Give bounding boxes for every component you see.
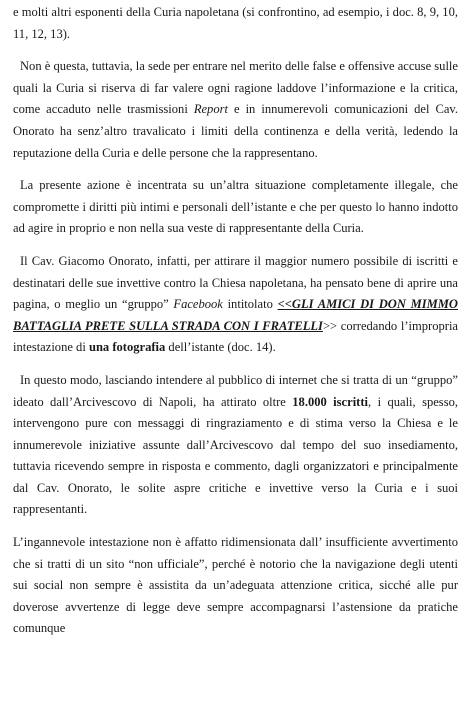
bold-text: 18.000 iscritti: [292, 394, 369, 409]
facebook-group-name: <<GLI AMICI DI DON MIMMO BATTAGLIA PRETE SULLA STRADA CON I FRATELLI: [13, 297, 458, 333]
paragraph-3: [13, 175, 458, 240]
italic-text: Facebook: [173, 297, 223, 312]
text-run: Il Cav. Giacomo Onorato, infatti, per attirare il maggior numero possibile di iscritti e destinatari delle sue invettive contro la Chiesa napoletana, ha pensato bene di aprire una pagina, o meglio un “gruppo”: [13, 253, 458, 312]
paragraph-2: [13, 56, 458, 164]
text-run: >> corredando l’impropria intestazione di: [13, 318, 459, 355]
text-run: In questo modo, lasciando intendere al pubblico di internet che si tratta di un “gruppo” ideato dall’Arcivescovo di Napoli, ha attirato oltre: [13, 372, 458, 409]
text-run: e in innumerevoli comunicazioni del Cav. Onorato ha senz’altro travalicato i limiti della continenza e della verità, ledendo la reputazione della Curia e delle persone che la rappresentano.: [13, 102, 458, 160]
text-run: intitolato: [222, 297, 278, 312]
bold-text: una fotografia: [88, 340, 166, 355]
italic-text: Report: [193, 102, 228, 117]
paragraph-6: [13, 532, 458, 640]
paragraph-4: [13, 251, 458, 359]
paragraph-5: [13, 370, 458, 521]
text-run: Non è questa, tuttavia, la sede per entrare nel merito delle false e offensive accuse sulle quali la Curia si riserva di far valere ogni ragione laddove l’informazione e la critica, come accaduto nelle trasmissioni: [13, 59, 458, 117]
text-run: , i quali, spesso, intervengono pure con messaggi di ringraziamento e di stima verso la Chiesa e le innumerevole iniziative assunte dall’Arcivescovo dal tempo del suo insediamento, tuttavia ricevendo sempre in risposta e commento, dagli organizzatori e principalmente dal Cav. Onorato, le solite aspre critiche e invettive verso la Curia e i suoi rappresentanti.: [13, 394, 458, 517]
text-run: L’ingannevole intestazione non è affatto ridimensionata dall’ insufficiente avvertimento che si tratti di un sito “non ufficiale”, perché è notorio che la navigazione degli utenti sui social non sempre è assistita da un’adeguata attenzione critica, sicché alle pur doverose avvertenze di legge deve sempre accompagnarsi l’astensione da pratiche comunque: [13, 535, 458, 636]
paragraph-1: [13, 2, 458, 45]
text-run: La presente azione è incentrata su un’altra situazione completamente illegale, che compromette i diritti più intimi e personali dell’istante e che per questo lo hanno indotto ad agire in proprio e non nella sua veste di rappresentante della Curia.: [13, 178, 458, 236]
text-run: dell’istante (doc. 14).: [165, 340, 276, 355]
text-run: e molti altri esponenti della Curia napoletana (si confrontino, ad esempio, i doc. 8, 9, 10, 11, 12, 13).: [13, 5, 458, 41]
